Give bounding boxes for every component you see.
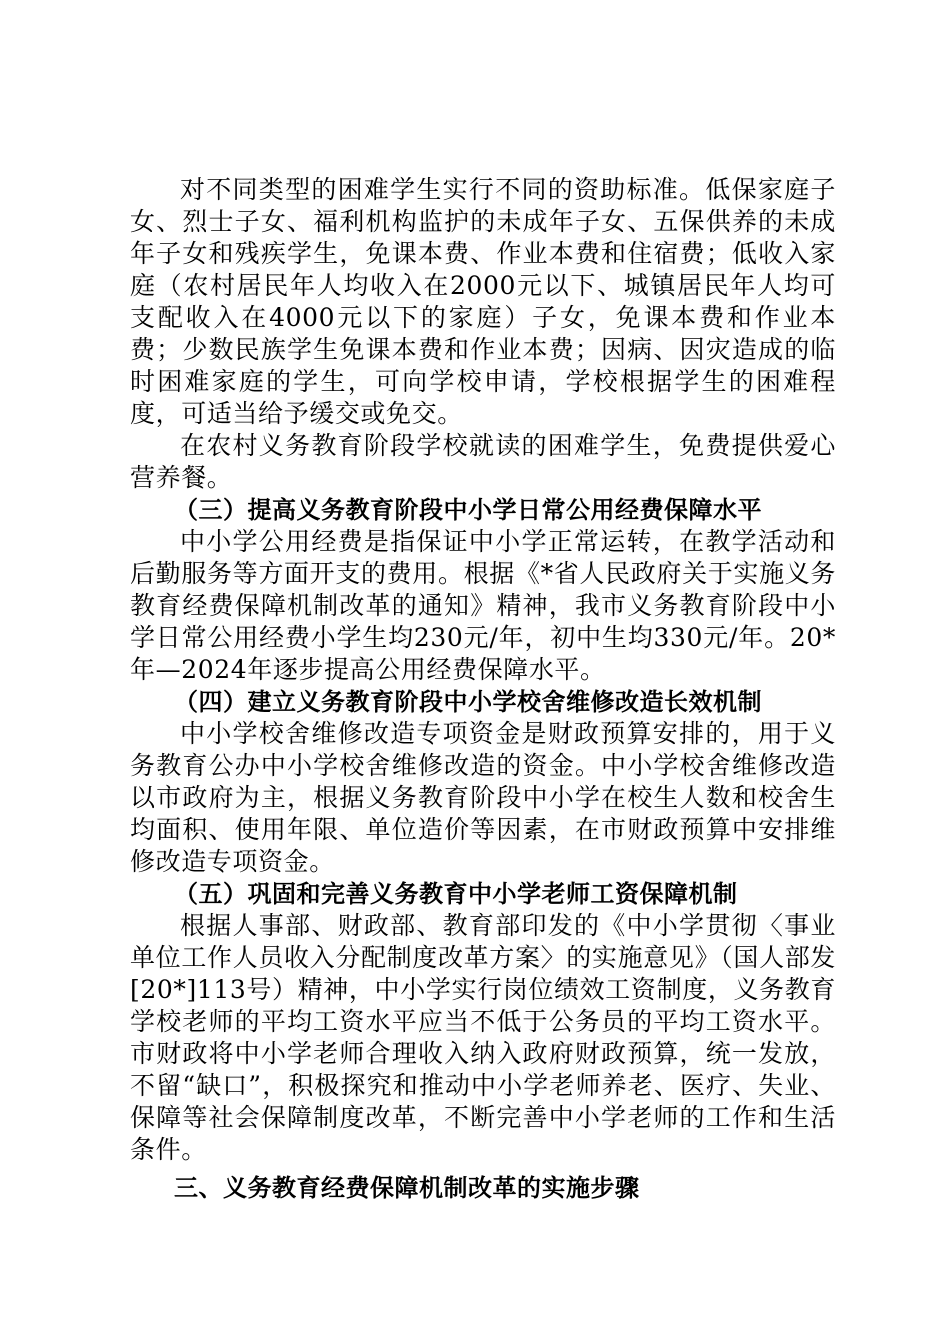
paragraph-aid-standards: 对不同类型的困难学生实行不同的资助标准。低保家庭子女、烈士子女、福利机构监护的未成年子女、五保供养的未成年子女和残疾学生，免课本费、作业本费和住宿费；低收入家庭（农村居民年人均收入在2000元以下、城镇居民年人均可支配收入在4000元以下的家庭）子女，免课本费和作业本费；少数民族学生免课本费和作业本费；因病、因灾造成的临时困难家庭的学生，可向学校申请，学校根据学生的困难程度，可适当给予缓交或免交。	[130, 175, 836, 428]
document-page	[130, 174, 836, 1204]
heading-school-maintenance: （四）建立义务教育阶段中小学校舍维修改造长效机制	[174, 688, 762, 716]
paragraph-nutrition-meal: 在农村义务教育阶段学校就读的困难学生，免费提供爱心营养餐。	[130, 431, 836, 492]
paragraph-teacher-salary: 根据人事部、财政部、教育部印发的《中小学贯彻〈事业单位工作人员收入分配制度改革方案〉的实施意见》（国人部发[20*]113号）精神，中小学实行岗位绩效工资制度，义务教育学校老师的平均工资水平应当不低于公务员的平均工资水平。市财政将中小学老师合理收入纳入政府财政预算，统一发放，不留“缺口”，积极探究和推动中小学老师养老、医疗、失业、保障等社会保障制度改革，不断完善中小学老师的工作和生活条件。	[130, 911, 836, 1164]
heading-implementation-steps: 三、义务教育经费保障机制改革的实施步骤	[174, 1174, 640, 1202]
paragraph-public-funds: 中小学公用经费是指保证中小学正常运转，在教学活动和后勤服务等方面开支的费用。根据《*省人民政府关于实施义务教育经费保障机制改革的通知》精神，我市义务教育阶段中小学日常公用经费小学生均230元/年，初中生均330元/年。20*年—2024年逐步提高公用经费保障水平。	[130, 527, 836, 684]
heading-teacher-salary: （五）巩固和完善义务教育中小学老师工资保障机制	[174, 880, 738, 908]
heading-public-funds: （三）提高义务教育阶段中小学日常公用经费保障水平	[174, 496, 762, 524]
paragraph-school-maintenance: 中小学校舍维修改造专项资金是财政预算安排的，用于义务教育公办中小学校舍维修改造的资金。中小学校舍维修改造以市政府为主，根据义务教育阶段中小学在校生人数和校舍生均面积、使用年限、单位造价等因素，在市财政预算中安排维修改造专项资金。	[130, 719, 836, 876]
